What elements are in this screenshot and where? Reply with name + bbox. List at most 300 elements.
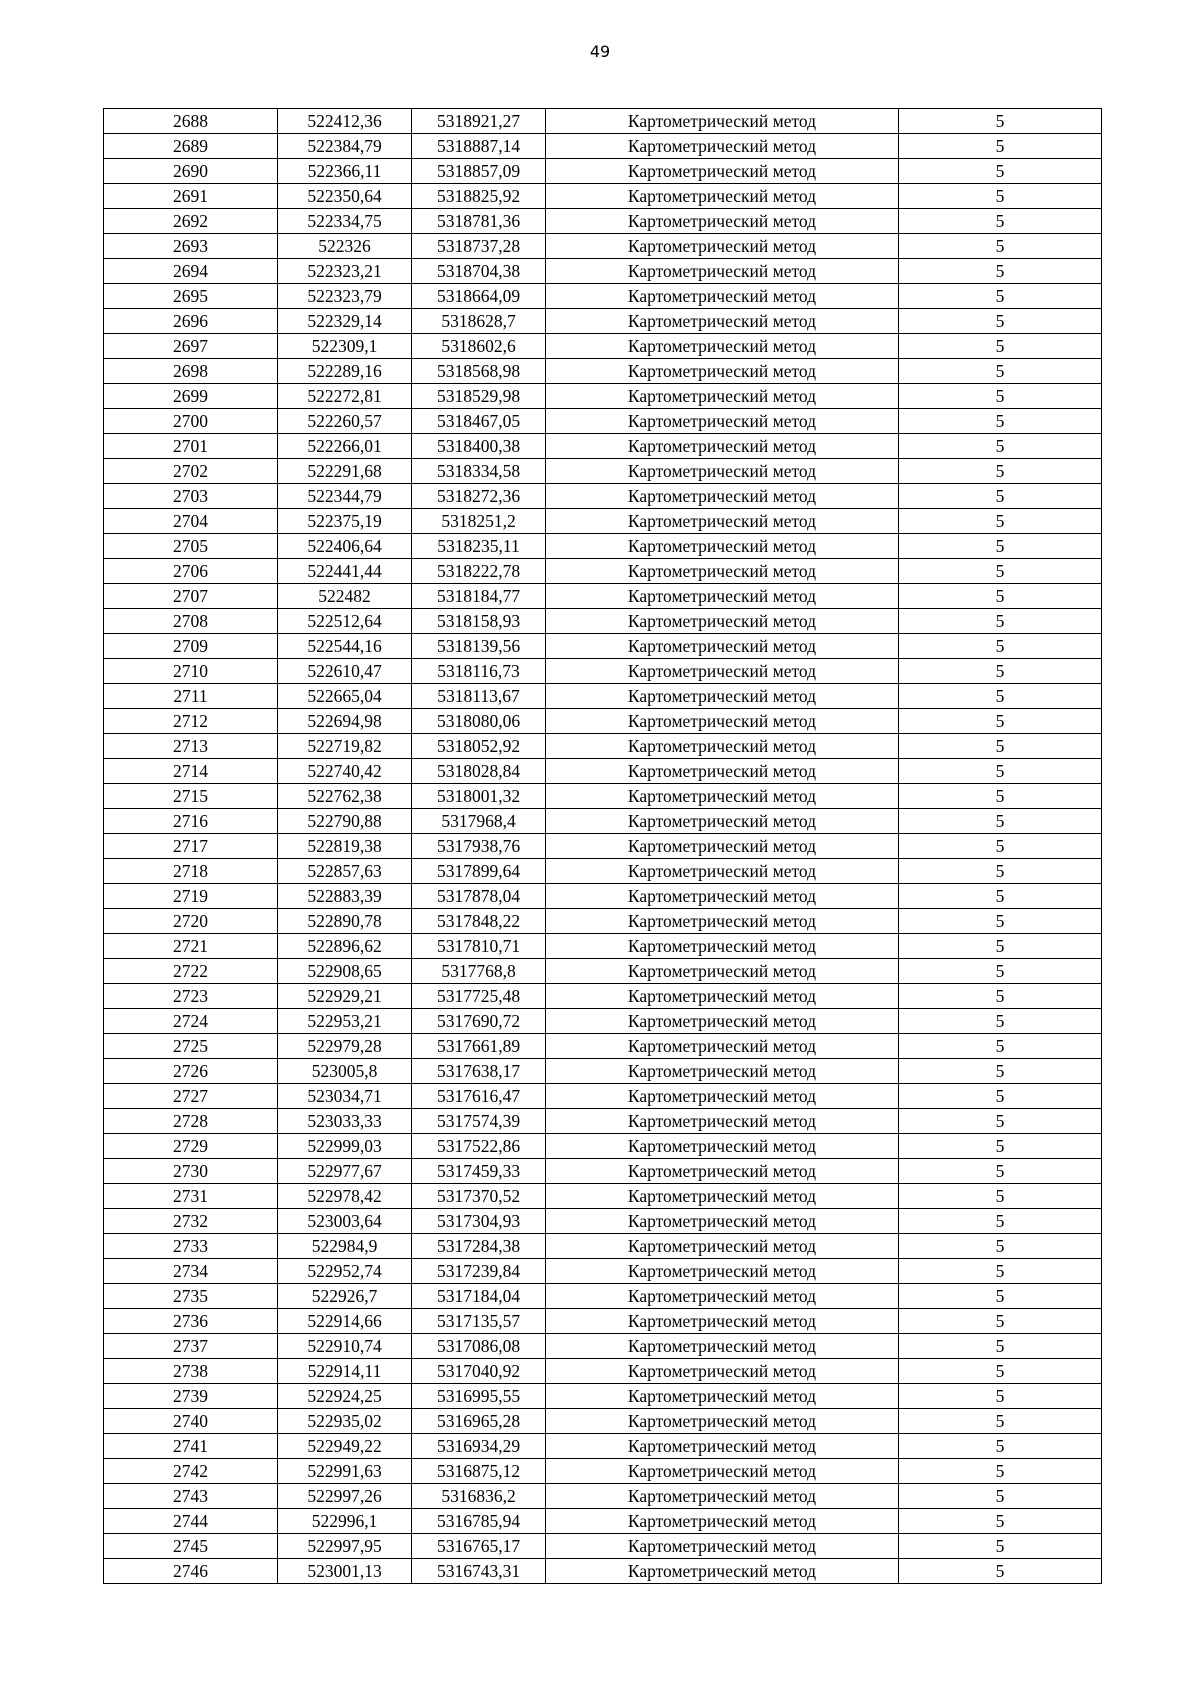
x-coordinate-cell: 522309,1 (278, 334, 412, 359)
method-cell: Картометрический метод (546, 234, 899, 259)
x-coordinate-cell: 522926,7 (278, 1284, 412, 1309)
point-number-cell: 2740 (104, 1409, 278, 1434)
accuracy-cell: 5 (899, 259, 1102, 284)
accuracy-cell: 5 (899, 459, 1102, 484)
point-number-cell: 2742 (104, 1459, 278, 1484)
x-coordinate-cell: 522997,26 (278, 1484, 412, 1509)
point-number-cell: 2711 (104, 684, 278, 709)
accuracy-cell: 5 (899, 934, 1102, 959)
y-coordinate-cell: 5318664,09 (412, 284, 546, 309)
accuracy-cell: 5 (899, 1034, 1102, 1059)
coordinates-table-body (104, 109, 1102, 1584)
point-number-cell: 2698 (104, 359, 278, 384)
table-row (104, 334, 1102, 359)
x-coordinate-cell: 522260,57 (278, 409, 412, 434)
point-number-cell: 2703 (104, 484, 278, 509)
point-number-cell: 2720 (104, 909, 278, 934)
point-number-cell: 2693 (104, 234, 278, 259)
point-number-cell: 2702 (104, 459, 278, 484)
table-row (104, 1259, 1102, 1284)
point-number-cell: 2714 (104, 759, 278, 784)
method-cell: Картометрический метод (546, 534, 899, 559)
method-cell: Картометрический метод (546, 1409, 899, 1434)
accuracy-cell: 5 (899, 284, 1102, 309)
point-number-cell: 2739 (104, 1384, 278, 1409)
table-row (104, 484, 1102, 509)
accuracy-cell: 5 (899, 809, 1102, 834)
method-cell: Картометрический метод (546, 1559, 899, 1584)
x-coordinate-cell: 522344,79 (278, 484, 412, 509)
point-number-cell: 2699 (104, 384, 278, 409)
table-row (104, 234, 1102, 259)
accuracy-cell: 5 (899, 609, 1102, 634)
y-coordinate-cell: 5317638,17 (412, 1059, 546, 1084)
table-row (104, 659, 1102, 684)
method-cell: Картометрический метод (546, 484, 899, 509)
y-coordinate-cell: 5317725,48 (412, 984, 546, 1009)
x-coordinate-cell: 522908,65 (278, 959, 412, 984)
method-cell: Картометрический метод (546, 134, 899, 159)
method-cell: Картометрический метод (546, 934, 899, 959)
y-coordinate-cell: 5317459,33 (412, 1159, 546, 1184)
y-coordinate-cell: 5318001,32 (412, 784, 546, 809)
accuracy-cell: 5 (899, 359, 1102, 384)
table-row (104, 159, 1102, 184)
y-coordinate-cell: 5317086,08 (412, 1334, 546, 1359)
point-number-cell: 2737 (104, 1334, 278, 1359)
table-row (104, 1159, 1102, 1184)
x-coordinate-cell: 522819,38 (278, 834, 412, 859)
point-number-cell: 2730 (104, 1159, 278, 1184)
y-coordinate-cell: 5318825,92 (412, 184, 546, 209)
y-coordinate-cell: 5318184,77 (412, 584, 546, 609)
method-cell: Картометрический метод (546, 659, 899, 684)
method-cell: Картометрический метод (546, 1209, 899, 1234)
table-row (104, 1534, 1102, 1559)
point-number-cell: 2709 (104, 634, 278, 659)
y-coordinate-cell: 5317184,04 (412, 1284, 546, 1309)
accuracy-cell: 5 (899, 1259, 1102, 1284)
accuracy-cell: 5 (899, 484, 1102, 509)
point-number-cell: 2727 (104, 1084, 278, 1109)
table-row (104, 209, 1102, 234)
y-coordinate-cell: 5318080,06 (412, 709, 546, 734)
table-row (104, 134, 1102, 159)
method-cell: Картометрический метод (546, 334, 899, 359)
x-coordinate-cell: 523005,8 (278, 1059, 412, 1084)
y-coordinate-cell: 5318568,98 (412, 359, 546, 384)
x-coordinate-cell: 522665,04 (278, 684, 412, 709)
x-coordinate-cell: 522914,66 (278, 1309, 412, 1334)
table-row (104, 409, 1102, 434)
x-coordinate-cell: 522412,36 (278, 109, 412, 134)
method-cell: Картометрический метод (546, 209, 899, 234)
x-coordinate-cell: 522266,01 (278, 434, 412, 459)
method-cell: Картометрический метод (546, 409, 899, 434)
x-coordinate-cell: 522790,88 (278, 809, 412, 834)
table-row (104, 1509, 1102, 1534)
point-number-cell: 2724 (104, 1009, 278, 1034)
y-coordinate-cell: 5318602,6 (412, 334, 546, 359)
x-coordinate-cell: 522350,64 (278, 184, 412, 209)
x-coordinate-cell: 522406,64 (278, 534, 412, 559)
x-coordinate-cell: 522323,21 (278, 259, 412, 284)
table-row (104, 559, 1102, 584)
table-row (104, 434, 1102, 459)
accuracy-cell: 5 (899, 1284, 1102, 1309)
point-number-cell: 2745 (104, 1534, 278, 1559)
method-cell: Картометрический метод (546, 884, 899, 909)
x-coordinate-cell: 523033,33 (278, 1109, 412, 1134)
accuracy-cell: 5 (899, 309, 1102, 334)
table-row (104, 534, 1102, 559)
x-coordinate-cell: 522984,9 (278, 1234, 412, 1259)
x-coordinate-cell: 522997,95 (278, 1534, 412, 1559)
table-row (104, 259, 1102, 284)
x-coordinate-cell: 522999,03 (278, 1134, 412, 1159)
y-coordinate-cell: 5317370,52 (412, 1184, 546, 1209)
accuracy-cell: 5 (899, 859, 1102, 884)
method-cell: Картометрический метод (546, 259, 899, 284)
method-cell: Картометрический метод (546, 809, 899, 834)
x-coordinate-cell: 523034,71 (278, 1084, 412, 1109)
y-coordinate-cell: 5318529,98 (412, 384, 546, 409)
table-row (104, 1334, 1102, 1359)
x-coordinate-cell: 522996,1 (278, 1509, 412, 1534)
point-number-cell: 2689 (104, 134, 278, 159)
x-coordinate-cell: 522544,16 (278, 634, 412, 659)
accuracy-cell: 5 (899, 759, 1102, 784)
x-coordinate-cell: 522890,78 (278, 909, 412, 934)
x-coordinate-cell: 522610,47 (278, 659, 412, 684)
accuracy-cell: 5 (899, 584, 1102, 609)
table-row (104, 1409, 1102, 1434)
x-coordinate-cell: 522334,75 (278, 209, 412, 234)
table-row (104, 859, 1102, 884)
table-row (104, 884, 1102, 909)
point-number-cell: 2744 (104, 1509, 278, 1534)
page-number: 49 (589, 42, 611, 61)
x-coordinate-cell: 522512,64 (278, 609, 412, 634)
y-coordinate-cell: 5318887,14 (412, 134, 546, 159)
point-number-cell: 2735 (104, 1284, 278, 1309)
accuracy-cell: 5 (899, 1384, 1102, 1409)
accuracy-cell: 5 (899, 134, 1102, 159)
y-coordinate-cell: 5318857,09 (412, 159, 546, 184)
y-coordinate-cell: 5317616,47 (412, 1084, 546, 1109)
y-coordinate-cell: 5317690,72 (412, 1009, 546, 1034)
x-coordinate-cell: 522979,28 (278, 1034, 412, 1059)
method-cell: Картометрический метод (546, 759, 899, 784)
x-coordinate-cell: 522719,82 (278, 734, 412, 759)
point-number-cell: 2715 (104, 784, 278, 809)
method-cell: Картометрический метод (546, 1484, 899, 1509)
y-coordinate-cell: 5318113,67 (412, 684, 546, 709)
point-number-cell: 2696 (104, 309, 278, 334)
point-number-cell: 2716 (104, 809, 278, 834)
y-coordinate-cell: 5316785,94 (412, 1509, 546, 1534)
x-coordinate-cell: 522949,22 (278, 1434, 412, 1459)
accuracy-cell: 5 (899, 384, 1102, 409)
accuracy-cell: 5 (899, 1209, 1102, 1234)
accuracy-cell: 5 (899, 109, 1102, 134)
point-number-cell: 2704 (104, 509, 278, 534)
method-cell: Картометрический метод (546, 109, 899, 134)
method-cell: Картометрический метод (546, 184, 899, 209)
x-coordinate-cell: 523003,64 (278, 1209, 412, 1234)
accuracy-cell: 5 (899, 909, 1102, 934)
method-cell: Картометрический метод (546, 284, 899, 309)
accuracy-cell: 5 (899, 434, 1102, 459)
table-row (104, 1034, 1102, 1059)
table-row (104, 1109, 1102, 1134)
y-coordinate-cell: 5317848,22 (412, 909, 546, 934)
accuracy-cell: 5 (899, 1409, 1102, 1434)
y-coordinate-cell: 5317768,8 (412, 959, 546, 984)
x-coordinate-cell: 522883,39 (278, 884, 412, 909)
y-coordinate-cell: 5316934,29 (412, 1434, 546, 1459)
table-row (104, 1484, 1102, 1509)
y-coordinate-cell: 5318158,93 (412, 609, 546, 634)
y-coordinate-cell: 5317304,93 (412, 1209, 546, 1234)
table-row (104, 1359, 1102, 1384)
x-coordinate-cell: 522991,63 (278, 1459, 412, 1484)
table-row (104, 834, 1102, 859)
x-coordinate-cell: 522740,42 (278, 759, 412, 784)
table-row (104, 934, 1102, 959)
accuracy-cell: 5 (899, 1509, 1102, 1534)
y-coordinate-cell: 5316836,2 (412, 1484, 546, 1509)
table-row (104, 1284, 1102, 1309)
y-coordinate-cell: 5316875,12 (412, 1459, 546, 1484)
y-coordinate-cell: 5317040,92 (412, 1359, 546, 1384)
point-number-cell: 2736 (104, 1309, 278, 1334)
accuracy-cell: 5 (899, 709, 1102, 734)
method-cell: Картометрический метод (546, 1259, 899, 1284)
accuracy-cell: 5 (899, 1334, 1102, 1359)
table-row (104, 1434, 1102, 1459)
x-coordinate-cell: 522924,25 (278, 1384, 412, 1409)
y-coordinate-cell: 5316743,31 (412, 1559, 546, 1584)
y-coordinate-cell: 5317938,76 (412, 834, 546, 859)
accuracy-cell: 5 (899, 1234, 1102, 1259)
x-coordinate-cell: 522366,11 (278, 159, 412, 184)
point-number-cell: 2731 (104, 1184, 278, 1209)
method-cell: Картометрический метод (546, 1184, 899, 1209)
x-coordinate-cell: 522441,44 (278, 559, 412, 584)
table-row (104, 459, 1102, 484)
accuracy-cell: 5 (899, 1009, 1102, 1034)
y-coordinate-cell: 5318052,92 (412, 734, 546, 759)
table-row (104, 784, 1102, 809)
table-row (104, 909, 1102, 934)
table-row (104, 584, 1102, 609)
accuracy-cell: 5 (899, 1109, 1102, 1134)
method-cell: Картометрический метод (546, 1384, 899, 1409)
method-cell: Картометрический метод (546, 459, 899, 484)
accuracy-cell: 5 (899, 1359, 1102, 1384)
method-cell: Картометрический метод (546, 909, 899, 934)
x-coordinate-cell: 522384,79 (278, 134, 412, 159)
accuracy-cell: 5 (899, 409, 1102, 434)
table-row (104, 709, 1102, 734)
y-coordinate-cell: 5318116,73 (412, 659, 546, 684)
method-cell: Картометрический метод (546, 584, 899, 609)
table-row (104, 1384, 1102, 1409)
method-cell: Картометрический метод (546, 609, 899, 634)
y-coordinate-cell: 5318737,28 (412, 234, 546, 259)
y-coordinate-cell: 5318628,7 (412, 309, 546, 334)
point-number-cell: 2697 (104, 334, 278, 359)
accuracy-cell: 5 (899, 559, 1102, 584)
table-row (104, 984, 1102, 1009)
y-coordinate-cell: 5317810,71 (412, 934, 546, 959)
point-number-cell: 2741 (104, 1434, 278, 1459)
table-row (104, 809, 1102, 834)
y-coordinate-cell: 5317878,04 (412, 884, 546, 909)
point-number-cell: 2721 (104, 934, 278, 959)
accuracy-cell: 5 (899, 659, 1102, 684)
point-number-cell: 2710 (104, 659, 278, 684)
point-number-cell: 2734 (104, 1259, 278, 1284)
method-cell: Картометрический метод (546, 1534, 899, 1559)
method-cell: Картометрический метод (546, 634, 899, 659)
method-cell: Картометрический метод (546, 1284, 899, 1309)
method-cell: Картометрический метод (546, 1159, 899, 1184)
table-row (104, 734, 1102, 759)
accuracy-cell: 5 (899, 184, 1102, 209)
method-cell: Картометрический метод (546, 559, 899, 584)
point-number-cell: 2718 (104, 859, 278, 884)
method-cell: Картометрический метод (546, 684, 899, 709)
y-coordinate-cell: 5317661,89 (412, 1034, 546, 1059)
method-cell: Картометрический метод (546, 384, 899, 409)
coordinates-table (103, 108, 1102, 1584)
x-coordinate-cell: 522952,74 (278, 1259, 412, 1284)
accuracy-cell: 5 (899, 959, 1102, 984)
accuracy-cell: 5 (899, 834, 1102, 859)
point-number-cell: 2712 (104, 709, 278, 734)
y-coordinate-cell: 5317284,38 (412, 1234, 546, 1259)
table-row (104, 1134, 1102, 1159)
x-coordinate-cell: 522291,68 (278, 459, 412, 484)
point-number-cell: 2726 (104, 1059, 278, 1084)
y-coordinate-cell: 5317574,39 (412, 1109, 546, 1134)
y-coordinate-cell: 5318704,38 (412, 259, 546, 284)
point-number-cell: 2690 (104, 159, 278, 184)
y-coordinate-cell: 5318781,36 (412, 209, 546, 234)
accuracy-cell: 5 (899, 1134, 1102, 1159)
x-coordinate-cell: 522977,67 (278, 1159, 412, 1184)
y-coordinate-cell: 5318028,84 (412, 759, 546, 784)
accuracy-cell: 5 (899, 1059, 1102, 1084)
point-number-cell: 2694 (104, 259, 278, 284)
point-number-cell: 2725 (104, 1034, 278, 1059)
method-cell: Картометрический метод (546, 434, 899, 459)
accuracy-cell: 5 (899, 1559, 1102, 1584)
y-coordinate-cell: 5316995,55 (412, 1384, 546, 1409)
point-number-cell: 2705 (104, 534, 278, 559)
x-coordinate-cell: 522329,14 (278, 309, 412, 334)
method-cell: Картометрический метод (546, 1109, 899, 1134)
y-coordinate-cell: 5317899,64 (412, 859, 546, 884)
point-number-cell: 2708 (104, 609, 278, 634)
method-cell: Картометрический метод (546, 1009, 899, 1034)
x-coordinate-cell: 522762,38 (278, 784, 412, 809)
x-coordinate-cell: 523001,13 (278, 1559, 412, 1584)
y-coordinate-cell: 5316965,28 (412, 1409, 546, 1434)
method-cell: Картометрический метод (546, 359, 899, 384)
method-cell: Картометрический метод (546, 859, 899, 884)
accuracy-cell: 5 (899, 634, 1102, 659)
accuracy-cell: 5 (899, 684, 1102, 709)
accuracy-cell: 5 (899, 1159, 1102, 1184)
accuracy-cell: 5 (899, 1534, 1102, 1559)
point-number-cell: 2701 (104, 434, 278, 459)
table-row (104, 1309, 1102, 1334)
x-coordinate-cell: 522896,62 (278, 934, 412, 959)
accuracy-cell: 5 (899, 1184, 1102, 1209)
method-cell: Картометрический метод (546, 709, 899, 734)
point-number-cell: 2717 (104, 834, 278, 859)
x-coordinate-cell: 522910,74 (278, 1334, 412, 1359)
point-number-cell: 2738 (104, 1359, 278, 1384)
x-coordinate-cell: 522929,21 (278, 984, 412, 1009)
y-coordinate-cell: 5318400,38 (412, 434, 546, 459)
x-coordinate-cell: 522914,11 (278, 1359, 412, 1384)
table-row (104, 1084, 1102, 1109)
x-coordinate-cell: 522482 (278, 584, 412, 609)
method-cell: Картометрический метод (546, 1309, 899, 1334)
method-cell: Картометрический метод (546, 1509, 899, 1534)
point-number-cell: 2707 (104, 584, 278, 609)
y-coordinate-cell: 5316765,17 (412, 1534, 546, 1559)
table-row (104, 184, 1102, 209)
x-coordinate-cell: 522857,63 (278, 859, 412, 884)
method-cell: Картометрический метод (546, 1059, 899, 1084)
point-number-cell: 2713 (104, 734, 278, 759)
table-row (104, 1059, 1102, 1084)
y-coordinate-cell: 5318334,58 (412, 459, 546, 484)
method-cell: Картометрический метод (546, 959, 899, 984)
accuracy-cell: 5 (899, 884, 1102, 909)
y-coordinate-cell: 5317968,4 (412, 809, 546, 834)
table-row (104, 759, 1102, 784)
accuracy-cell: 5 (899, 734, 1102, 759)
y-coordinate-cell: 5318467,05 (412, 409, 546, 434)
y-coordinate-cell: 5318222,78 (412, 559, 546, 584)
table-row (104, 1009, 1102, 1034)
table-row (104, 959, 1102, 984)
accuracy-cell: 5 (899, 534, 1102, 559)
point-number-cell: 2695 (104, 284, 278, 309)
method-cell: Картометрический метод (546, 984, 899, 1009)
x-coordinate-cell: 522953,21 (278, 1009, 412, 1034)
method-cell: Картометрический метод (546, 1134, 899, 1159)
point-number-cell: 2733 (104, 1234, 278, 1259)
accuracy-cell: 5 (899, 509, 1102, 534)
table-row (104, 109, 1102, 134)
accuracy-cell: 5 (899, 1459, 1102, 1484)
table-row (104, 1209, 1102, 1234)
point-number-cell: 2732 (104, 1209, 278, 1234)
point-number-cell: 2746 (104, 1559, 278, 1584)
table-row (104, 1559, 1102, 1584)
x-coordinate-cell: 522935,02 (278, 1409, 412, 1434)
y-coordinate-cell: 5318921,27 (412, 109, 546, 134)
method-cell: Картометрический метод (546, 1334, 899, 1359)
table-row (104, 1234, 1102, 1259)
